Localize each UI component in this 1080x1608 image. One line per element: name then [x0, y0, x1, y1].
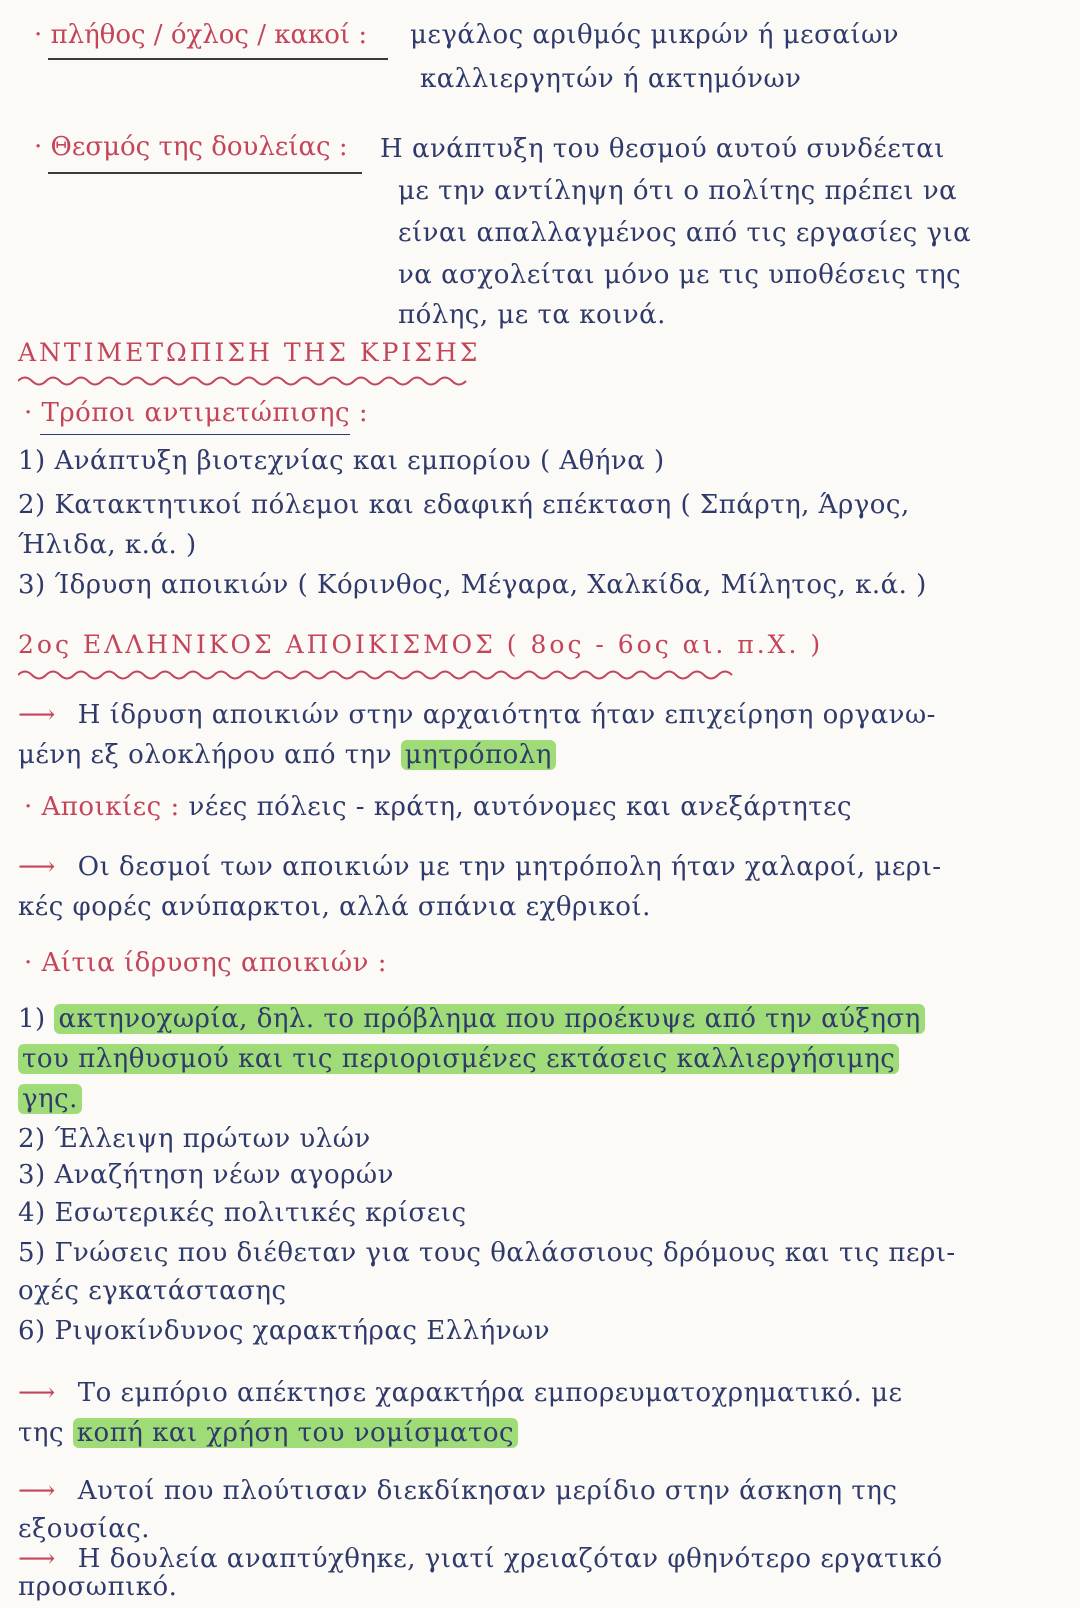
para-2a	[18, 852, 942, 882]
cause-1b	[18, 1044, 899, 1074]
para-4a-text: Αυτοί που πλούτισαν διεκδίκησαν μερίδιο στην άσκηση της	[77, 1476, 898, 1506]
term-colonies: · Αποικίες :	[24, 792, 180, 822]
para-4b: εξουσίας.	[18, 1514, 151, 1544]
para-5a	[18, 1544, 943, 1574]
para-5a-text: Η δουλεία αναπτύχθηκε, γιατί χρειαζόταν φθηνότερο εργατικό	[77, 1544, 943, 1574]
arrow-icon: ⟶	[18, 700, 56, 730]
wavy-underline	[18, 668, 738, 682]
methods-item-2a: 2) Κατακτητικοί πόλεμοι και εδαφική επέκταση ( Σπάρτη, Άργος,	[18, 490, 910, 520]
cause-2: 2) Έλλειψη πρώτων υλών	[18, 1124, 371, 1154]
highlight-cause-1a: ακτηνοχωρία, δηλ. το πρόβλημα που προέκυψε από την αύξηση	[54, 1004, 924, 1034]
def1-line1: μεγάλος αριθμός μικρών ή μεσαίων	[410, 20, 900, 50]
arrow-icon: ⟶	[18, 1378, 56, 1408]
def2-line3: είναι απαλλαγμένος από τις εργασίες για	[398, 218, 972, 248]
cause-1c	[18, 1084, 82, 1114]
subheading-methods: · Τρόποι αντιμετώπισης :	[24, 398, 369, 428]
para-2b: κές φορές ανύπαρκτοι, αλλά σπάνια εχθρικοί.	[18, 892, 651, 922]
term-underline	[48, 172, 362, 174]
def1-line2: καλλιεργητών ή ακτημόνων	[420, 64, 802, 94]
methods-item-3: 3) Ίδρυση αποικιών ( Κόρινθος, Μέγαρα, Χαλκίδα, Μίλητος, κ.ά. )	[18, 570, 927, 600]
para-3a	[18, 1378, 902, 1408]
para-1b-text: μένη εξ ολοκλήρου από την	[18, 740, 401, 770]
cause-5b: οχές εγκατάστασης	[18, 1276, 287, 1306]
para-3b	[18, 1418, 518, 1448]
subheading-causes: · Αίτια ίδρυσης αποικιών :	[24, 948, 387, 978]
colonies-line	[24, 792, 852, 822]
section-heading-colonization: 2ος ΕΛΛΗΝΙΚΟΣ ΑΠΟΙΚΙΣΜΟΣ ( 8ος - 6ος αι. π.Χ. )	[18, 630, 824, 659]
para-3a-text: Το εμπόριο απέκτησε χαρακτήρα εμπορευματοχρηματικό. με	[77, 1378, 903, 1408]
arrow-icon: ⟶	[18, 1544, 56, 1574]
cause-4: 4) Εσωτερικές πολιτικές κρίσεις	[18, 1198, 467, 1228]
term-slavery: · Θεσμός της δουλείας :	[34, 132, 348, 162]
highlight-metropolis: μητρόπολη	[401, 740, 556, 770]
para-1a	[18, 700, 936, 730]
arrow-icon: ⟶	[18, 852, 56, 882]
para-4a	[18, 1476, 897, 1506]
para-1a-text: Η ίδρυση αποικιών στην αρχαιότητα ήταν επιχείρηση οργανω-	[77, 700, 936, 730]
para-2a-text: Οι δεσμοί των αποικιών με την μητρόπολη ήταν χαλαροί, μερι-	[77, 852, 942, 882]
term-underline	[48, 58, 388, 60]
cause-1a	[18, 1004, 925, 1034]
colonies-def: νέες πόλεις - κράτη, αυτόνομες και ανεξάρτητες	[188, 792, 853, 822]
cause-5a: 5) Γνώσεις που διέθεταν για τους θαλάσσιους δρόμους και τις περι-	[18, 1238, 956, 1268]
wavy-underline	[18, 374, 468, 388]
highlight-cause-1c: γης.	[18, 1084, 82, 1114]
def2-line4: να ασχολείται μόνο με τις υποθέσεις της	[398, 260, 962, 290]
def2-line1: Η ανάπτυξη του θεσμού αυτού συνδέεται	[380, 134, 945, 164]
cause-3: 3) Αναζήτηση νέων αγορών	[18, 1160, 394, 1190]
cause-6: 6) Ριψοκίνδυνος χαρακτήρας Ελλήνων	[18, 1316, 551, 1346]
para-3b-text: της	[18, 1418, 73, 1448]
def2-line5: πόλης, με τα κοινά.	[398, 300, 666, 330]
methods-item-1: 1) Ανάπτυξη βιοτεχνίας και εμπορίου ( Αθήνα )	[18, 446, 665, 476]
methods-item-2b: Ήλιδα, κ.ά. )	[18, 530, 197, 560]
term-plithos: · πλήθος / όχλος / κακοί :	[34, 20, 368, 50]
section-heading-crisis: ΑΝΤΙΜΕΤΩΠΙΣΗ ΤΗΣ ΚΡΙΣΗΣ	[18, 338, 481, 367]
highlight-coinage: κοπή και χρήση του νομίσματος	[73, 1418, 518, 1448]
cause-1-number: 1)	[18, 1004, 55, 1034]
highlight-cause-1b: του πληθυσμού και τις περιορισμένες εκτάσεις καλλιεργήσιμης	[18, 1044, 899, 1074]
def2-line2: με την αντίληψη ότι ο πολίτης πρέπει να	[398, 176, 958, 206]
para-1b	[18, 740, 556, 770]
arrow-icon: ⟶	[18, 1476, 56, 1506]
subheading-underline	[40, 434, 350, 435]
para-5b: προσωπικό.	[18, 1572, 178, 1602]
